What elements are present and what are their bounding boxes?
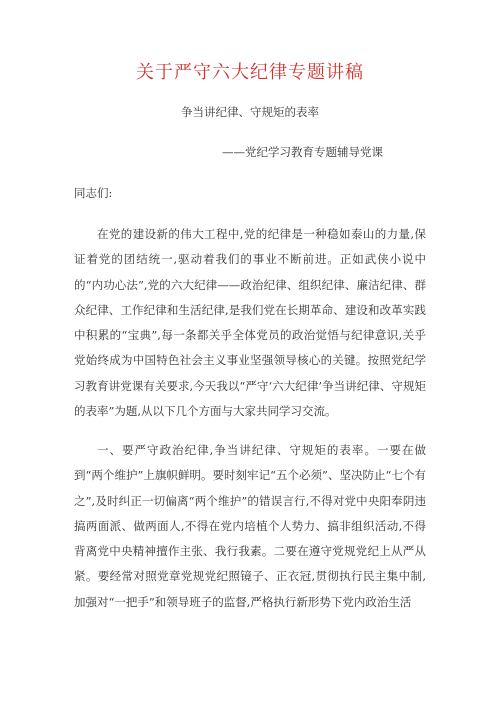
body-paragraph-intro: 在党的建设新的伟大工程中,党的纪律是一种稳如泰山的力量,保证着党的团结统一,驱动着我们的事业不断前进。正如武侠小说中的“内功心法”,党的六大纪律——政治纪律、组织纪律、廉洁纪律、群众纪律、工作纪律和生活纪律,是我们党在长期革命、建设和改革实践中积累的“宝典”,每一条都关乎全体党员的政治觉悟与纪律意识,关乎党始终成为中国特色社会主义事业坚强领导核心的关键。按照党纪学习教育讲党课有关要求,今天我以“严守‘六大纪律’争当讲纪律、守规矩的表率”为题,从以下几个方面与大家共同学习交流。 bbox=[74, 227, 426, 419]
body-paragraph-section-one: 一、要严守政治纪律,争当讲纪律、守规矩的表率。一要在做到“两个维护”上旗帜鲜明。要时刻牢记“五个必须”、坚决防止“七个有之”,及时纠正一切偏离“两个维护”的错误言行,不得对党中央阳奉阴违搞两面派、做两面人,不得在党内培植个人势力、搞非组织活动,不得背离党中央精神擅作主张、我行我素。二要在遵守党规党纪上从严从紧。要经常对照党章党规党纪照镜子、正衣冠,贯彻执行民主集中制,加强对“一把手”和领导班子的监督,严格执行新形势下党内政治生活 bbox=[74, 443, 426, 609]
document-subtitle: 争当讲纪律、守规矩的表率 bbox=[181, 105, 319, 119]
document-title: 关于严守六大纪律专题讲稿 bbox=[136, 62, 364, 83]
salutation: 同志们: bbox=[74, 186, 113, 200]
document-byline: ——党纪学习教育专题辅导党课 bbox=[222, 145, 383, 159]
